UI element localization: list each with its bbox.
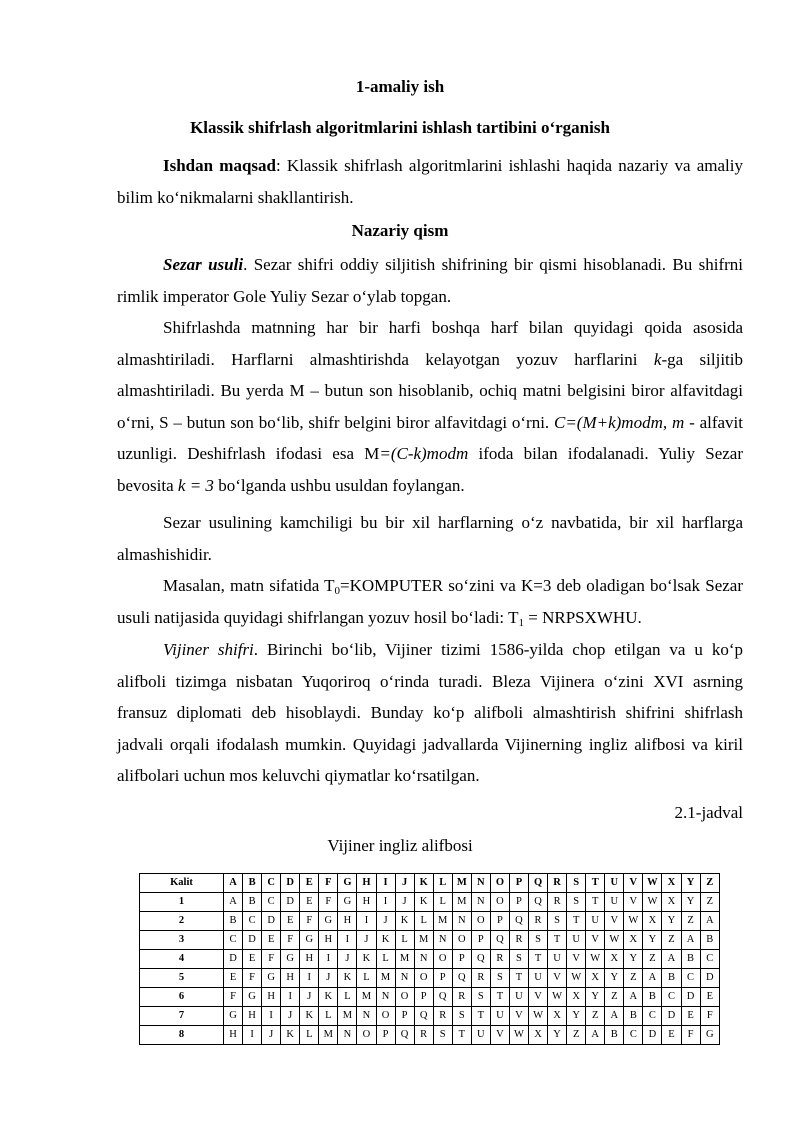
page-subheading: Klassik shifrlash algoritmlarini ishlash tartibini o‘rganish bbox=[190, 118, 610, 137]
letter-cell: U bbox=[529, 969, 548, 988]
letter-cell: X bbox=[662, 893, 681, 912]
letter-cell: W bbox=[605, 931, 624, 950]
letter-cell: S bbox=[490, 969, 509, 988]
letter-cell: Q bbox=[529, 893, 548, 912]
letter-cell: T bbox=[471, 1007, 490, 1026]
letter-cell: M bbox=[433, 912, 452, 931]
letter-cell: X bbox=[529, 1026, 548, 1045]
letter-cell: G bbox=[281, 950, 300, 969]
letter-cell: Q bbox=[452, 969, 471, 988]
letter-cell: I bbox=[376, 893, 395, 912]
letter-cell: L bbox=[414, 912, 433, 931]
table-row bbox=[140, 950, 720, 969]
letter-cell: W bbox=[643, 893, 662, 912]
weakness-paragraph bbox=[117, 507, 743, 570]
letter-cell: F bbox=[319, 874, 338, 893]
letter-cell: B bbox=[624, 1007, 643, 1026]
letter-cell: L bbox=[433, 893, 452, 912]
letter-cell: E bbox=[262, 931, 281, 950]
letter-cell: G bbox=[224, 1007, 243, 1026]
letter-cell: K bbox=[319, 988, 338, 1007]
letter-cell: M bbox=[376, 969, 395, 988]
letter-cell: H bbox=[281, 969, 300, 988]
letter-cell: I bbox=[357, 912, 376, 931]
letter-cell: D bbox=[643, 1026, 662, 1045]
rule-text-3: , bbox=[662, 412, 672, 432]
letter-cell: H bbox=[319, 931, 338, 950]
letter-cell: M bbox=[338, 1007, 357, 1026]
letter-cell: X bbox=[624, 931, 643, 950]
letter-cell: R bbox=[548, 893, 567, 912]
letter-cell: R bbox=[414, 1026, 433, 1045]
letter-cell: F bbox=[281, 931, 300, 950]
letter-cell: H bbox=[357, 874, 376, 893]
letter-cell: K bbox=[376, 931, 395, 950]
letter-cell: J bbox=[300, 988, 319, 1007]
rule-k: k bbox=[653, 349, 662, 369]
letter-cell: H bbox=[338, 912, 357, 931]
letter-cell: H bbox=[357, 893, 376, 912]
letter-cell: R bbox=[452, 988, 471, 1007]
letter-cell: F bbox=[224, 988, 243, 1007]
sezar-paragraph bbox=[117, 249, 743, 312]
letter-cell: I bbox=[243, 1026, 262, 1045]
rule-text-2: -ga siljitib almashtiriladi. Bu yerda M – butun son hisoblanib, ochiq matni belgisini biror alfavitdagi o‘rni, S – butun son bo‘lib, shifr belgini biror alfavitdagi o‘rni. bbox=[117, 349, 743, 432]
letter-cell: T bbox=[586, 874, 605, 893]
letter-cell: K bbox=[281, 1026, 300, 1045]
letter-cell: T bbox=[548, 931, 567, 950]
letter-cell: B bbox=[605, 1026, 624, 1045]
letter-cell: X bbox=[643, 912, 662, 931]
letter-cell: M bbox=[319, 1026, 338, 1045]
letter-cell: M bbox=[452, 874, 471, 893]
letter-cell: V bbox=[509, 1007, 528, 1026]
example-text-2: =KOMPUTER so‘zini va K=3 deb oladigan bo‘lsak Sezar usuli natijasida quyidagi shifrlangan yozuv hosil bo‘ladi: T bbox=[117, 576, 743, 627]
letter-cell: Q bbox=[433, 988, 452, 1007]
letter-cell: Z bbox=[700, 874, 719, 893]
letter-cell: Q bbox=[414, 1007, 433, 1026]
letter-cell: L bbox=[376, 950, 395, 969]
rule-text-6: bo‘lganda ushbu usuldan foylangan. bbox=[213, 475, 465, 495]
letter-cell: Y bbox=[586, 988, 605, 1007]
letter-cell: R bbox=[490, 950, 509, 969]
key-cell: 7 bbox=[140, 1007, 224, 1026]
letter-cell: N bbox=[395, 969, 414, 988]
letter-cell: S bbox=[548, 912, 567, 931]
letter-cell: M bbox=[414, 931, 433, 950]
letter-cell: Z bbox=[567, 1026, 586, 1045]
letter-cell: D bbox=[243, 931, 262, 950]
letter-cell: G bbox=[700, 1026, 719, 1045]
example-sub-1: 1 bbox=[518, 616, 524, 629]
rule-paragraph bbox=[117, 312, 743, 502]
letter-cell: P bbox=[433, 969, 452, 988]
letter-cell: T bbox=[567, 912, 586, 931]
letter-cell: X bbox=[586, 969, 605, 988]
letter-cell: J bbox=[357, 931, 376, 950]
letter-cell: S bbox=[433, 1026, 452, 1045]
letter-cell: G bbox=[243, 988, 262, 1007]
letter-cell: T bbox=[452, 1026, 471, 1045]
letter-cell: J bbox=[319, 969, 338, 988]
letter-cell: J bbox=[376, 912, 395, 931]
letter-cell: E bbox=[281, 912, 300, 931]
letter-cell: Y bbox=[605, 969, 624, 988]
letter-cell: B bbox=[224, 912, 243, 931]
letter-cell: Y bbox=[662, 912, 681, 931]
letter-cell: Z bbox=[605, 988, 624, 1007]
vijiner-text: . Birinchi bo‘lib, Vijiner tizimi 1586-yilda chop etilgan va u ko‘p alifboli tizimga nisbatan Yuqoriroq o‘rinda turadi. Bleza Vijinera o‘zini XVI asrning fransuz diplomati deb hisoblaydi. Bunday ko‘p alifboli almashtirish shifrini shifrlash jadvali orqali ifodalash mumkin. Quyidagi jadvallarda Vijinerning ingliz alifbosi va kiril alifbolari uchun mos keluvchi qiymatlar ko‘rsatilgan. bbox=[117, 640, 743, 786]
vigenere-table bbox=[139, 873, 720, 1045]
letter-cell: E bbox=[700, 988, 719, 1007]
letter-cell: C bbox=[624, 1026, 643, 1045]
letter-cell: Y bbox=[681, 874, 700, 893]
letter-cell: N bbox=[338, 1026, 357, 1045]
letter-cell: A bbox=[605, 1007, 624, 1026]
letter-cell: K bbox=[414, 874, 433, 893]
sezar-text: . Sezar shifri oddiy siljitish shifrining bir qismi hisoblanadi. Bu shifrni rimlik imperator Gole Yuliy Sezar o‘ylab topgan. bbox=[117, 255, 744, 306]
letter-cell: H bbox=[243, 1007, 262, 1026]
letter-cell: N bbox=[414, 950, 433, 969]
weakness-text: Sezar usulining kamchiligi bu bir xil harflarning o‘z navbatida, bir xil harflarga almashishidir. bbox=[117, 513, 743, 564]
letter-cell: A bbox=[681, 931, 700, 950]
letter-cell: V bbox=[586, 931, 605, 950]
letter-cell: E bbox=[243, 950, 262, 969]
table-header-row bbox=[140, 874, 720, 893]
letter-cell: C bbox=[224, 931, 243, 950]
letter-cell: N bbox=[471, 893, 490, 912]
letter-cell: K bbox=[300, 1007, 319, 1026]
letter-cell: I bbox=[262, 1007, 281, 1026]
letter-cell: O bbox=[395, 988, 414, 1007]
example-paragraph bbox=[117, 570, 743, 633]
table-row bbox=[140, 912, 720, 931]
vijiner-paragraph bbox=[117, 634, 743, 792]
table-row bbox=[140, 988, 720, 1007]
letter-cell: B bbox=[643, 988, 662, 1007]
letter-cell: R bbox=[548, 874, 567, 893]
letter-cell: O bbox=[490, 893, 509, 912]
letter-cell: D bbox=[681, 988, 700, 1007]
letter-cell: U bbox=[567, 931, 586, 950]
letter-cell: G bbox=[300, 931, 319, 950]
letter-cell: X bbox=[567, 988, 586, 1007]
letter-cell: O bbox=[376, 1007, 395, 1026]
letter-cell: H bbox=[300, 950, 319, 969]
letter-cell: E bbox=[681, 1007, 700, 1026]
letter-cell: P bbox=[395, 1007, 414, 1026]
letter-cell: R bbox=[433, 1007, 452, 1026]
key-cell: 6 bbox=[140, 988, 224, 1007]
key-cell: 3 bbox=[140, 931, 224, 950]
letter-cell: Y bbox=[643, 931, 662, 950]
letter-cell: E bbox=[224, 969, 243, 988]
letter-cell: O bbox=[490, 874, 509, 893]
letter-cell: H bbox=[224, 1026, 243, 1045]
letter-cell: K bbox=[357, 950, 376, 969]
letter-cell: L bbox=[395, 931, 414, 950]
letter-cell: U bbox=[548, 950, 567, 969]
goal-text: : Klassik shifrlash algoritmlarini ishlashi haqida nazariy va amaliy bilim ko‘nikmalarni shakllantirish. bbox=[117, 156, 743, 207]
letter-cell: R bbox=[509, 931, 528, 950]
letter-cell: W bbox=[548, 988, 567, 1007]
letter-cell: H bbox=[262, 988, 281, 1007]
letter-cell: V bbox=[605, 912, 624, 931]
table-row bbox=[140, 893, 720, 912]
key-cell: 2 bbox=[140, 912, 224, 931]
letter-cell: K bbox=[414, 893, 433, 912]
letter-cell: W bbox=[624, 912, 643, 931]
letter-cell: R bbox=[471, 969, 490, 988]
letter-cell: O bbox=[357, 1026, 376, 1045]
letter-cell: N bbox=[433, 931, 452, 950]
letter-cell: C bbox=[700, 950, 719, 969]
letter-cell: E bbox=[300, 874, 319, 893]
letter-cell: P bbox=[509, 893, 528, 912]
letter-cell: G bbox=[338, 874, 357, 893]
letter-cell: W bbox=[643, 874, 662, 893]
letter-cell: D bbox=[700, 969, 719, 988]
letter-cell: F bbox=[700, 1007, 719, 1026]
letter-cell: B bbox=[662, 969, 681, 988]
letter-cell: T bbox=[586, 893, 605, 912]
rule-m: m bbox=[671, 412, 685, 432]
rule-text-1: Shifrlashda matnning har bir harfi boshqa harf bilan quyidagi qoida asosida almashtiriladi. Harflarni almashtirishda kelayotgan yozuv harflarini bbox=[117, 318, 743, 369]
letter-cell: U bbox=[471, 1026, 490, 1045]
letter-cell: A bbox=[700, 912, 719, 931]
letter-cell: Z bbox=[643, 950, 662, 969]
letter-cell: B bbox=[681, 950, 700, 969]
letter-cell: C bbox=[662, 988, 681, 1007]
rule-text-4: - alfavit uzunligi. Deshifrlash ifodasi esa M bbox=[117, 412, 743, 464]
letter-cell: A bbox=[224, 874, 243, 893]
letter-cell: S bbox=[529, 931, 548, 950]
letter-cell: G bbox=[319, 912, 338, 931]
goal-label: Ishdan maqsad bbox=[163, 156, 276, 175]
letter-cell: E bbox=[662, 1026, 681, 1045]
letter-cell: O bbox=[452, 931, 471, 950]
letter-cell: T bbox=[509, 969, 528, 988]
letter-cell: N bbox=[452, 912, 471, 931]
letter-cell: W bbox=[586, 950, 605, 969]
table-row bbox=[140, 969, 720, 988]
letter-cell: D bbox=[662, 1007, 681, 1026]
letter-cell: J bbox=[338, 950, 357, 969]
letter-cell: D bbox=[281, 893, 300, 912]
letter-cell: I bbox=[319, 950, 338, 969]
key-cell: 5 bbox=[140, 969, 224, 988]
letter-cell: P bbox=[471, 931, 490, 950]
letter-cell: S bbox=[567, 874, 586, 893]
letter-cell: U bbox=[586, 912, 605, 931]
letter-cell: V bbox=[548, 969, 567, 988]
letter-cell: D bbox=[281, 874, 300, 893]
letter-cell: Z bbox=[662, 931, 681, 950]
letter-cell: F bbox=[300, 912, 319, 931]
key-cell: 1 bbox=[140, 893, 224, 912]
letter-cell: M bbox=[452, 893, 471, 912]
letter-cell: M bbox=[357, 988, 376, 1007]
letter-cell: D bbox=[224, 950, 243, 969]
letter-cell: L bbox=[319, 1007, 338, 1026]
letter-cell: E bbox=[300, 893, 319, 912]
example-text-1: Masalan, matn sifatida T bbox=[163, 576, 335, 595]
letter-cell: A bbox=[224, 893, 243, 912]
letter-cell: U bbox=[605, 893, 624, 912]
letter-cell: A bbox=[624, 988, 643, 1007]
letter-cell: W bbox=[509, 1026, 528, 1045]
letter-cell: C bbox=[643, 1007, 662, 1026]
letter-cell: W bbox=[567, 969, 586, 988]
letter-cell: N bbox=[357, 1007, 376, 1026]
letter-cell: U bbox=[490, 1007, 509, 1026]
rule-formula-k3: k = 3 bbox=[177, 475, 214, 495]
letter-cell: S bbox=[452, 1007, 471, 1026]
letter-cell: V bbox=[624, 874, 643, 893]
table-row bbox=[140, 931, 720, 950]
letter-cell: K bbox=[395, 912, 414, 931]
rule-formula-decrypt: =(C-k)modm bbox=[379, 444, 469, 464]
letter-cell: B bbox=[243, 893, 262, 912]
letter-cell: P bbox=[452, 950, 471, 969]
vijiner-term: Vijiner shifri bbox=[163, 640, 254, 659]
letter-cell: Z bbox=[586, 1007, 605, 1026]
letter-cell: P bbox=[509, 874, 528, 893]
letter-cell: V bbox=[567, 950, 586, 969]
goal-paragraph bbox=[117, 150, 743, 213]
key-cell: 8 bbox=[140, 1026, 224, 1045]
letter-cell: S bbox=[471, 988, 490, 1007]
letter-cell: L bbox=[338, 988, 357, 1007]
letter-cell: V bbox=[529, 988, 548, 1007]
letter-cell: X bbox=[605, 950, 624, 969]
section-title: Nazariy qism bbox=[351, 221, 449, 240]
letter-cell: N bbox=[376, 988, 395, 1007]
letter-cell: Y bbox=[624, 950, 643, 969]
letter-cell: X bbox=[662, 874, 681, 893]
letter-cell: P bbox=[414, 988, 433, 1007]
letter-cell: C bbox=[681, 969, 700, 988]
letter-cell: U bbox=[605, 874, 624, 893]
letter-cell: M bbox=[395, 950, 414, 969]
letter-cell: R bbox=[529, 912, 548, 931]
letter-cell: Z bbox=[681, 912, 700, 931]
letter-cell: Q bbox=[529, 874, 548, 893]
letter-cell: B bbox=[243, 874, 262, 893]
letter-cell: L bbox=[433, 874, 452, 893]
letter-cell: K bbox=[338, 969, 357, 988]
letter-cell: N bbox=[471, 874, 490, 893]
letter-cell: D bbox=[262, 912, 281, 931]
letter-cell: F bbox=[319, 893, 338, 912]
letter-cell: C bbox=[262, 893, 281, 912]
sezar-term: Sezar usuli bbox=[163, 255, 244, 274]
letter-cell: Q bbox=[490, 931, 509, 950]
letter-cell: G bbox=[262, 969, 281, 988]
example-text-3: = NRPSXWHU. bbox=[523, 607, 642, 627]
letter-cell: F bbox=[262, 950, 281, 969]
letter-cell: Q bbox=[471, 950, 490, 969]
table-caption: Vijiner ingliz alifbosi bbox=[327, 836, 473, 855]
letter-cell: A bbox=[586, 1026, 605, 1045]
letter-cell: A bbox=[662, 950, 681, 969]
letter-cell: I bbox=[376, 874, 395, 893]
letter-cell: O bbox=[414, 969, 433, 988]
letter-cell: J bbox=[395, 893, 414, 912]
letter-cell: J bbox=[395, 874, 414, 893]
letter-cell: S bbox=[567, 893, 586, 912]
letter-cell: C bbox=[243, 912, 262, 931]
letter-cell: F bbox=[243, 969, 262, 988]
letter-cell: Y bbox=[681, 893, 700, 912]
letter-cell: S bbox=[509, 950, 528, 969]
letter-cell: I bbox=[338, 931, 357, 950]
letter-cell: Q bbox=[509, 912, 528, 931]
letter-cell: B bbox=[700, 931, 719, 950]
table-row bbox=[140, 1026, 720, 1045]
letter-cell: I bbox=[300, 969, 319, 988]
letter-cell: J bbox=[262, 1026, 281, 1045]
letter-cell: G bbox=[338, 893, 357, 912]
table-row bbox=[140, 1007, 720, 1026]
rule-formula-encrypt: C=(M+k)modm bbox=[554, 412, 663, 432]
letter-cell: Z bbox=[624, 969, 643, 988]
letter-cell: F bbox=[681, 1026, 700, 1045]
rule-text-5: ifoda bilan ifodalanadi. Yuliy Sezar bevosita bbox=[117, 444, 743, 495]
letter-cell: C bbox=[262, 874, 281, 893]
key-header-cell: Kalit bbox=[140, 874, 224, 893]
letter-cell: U bbox=[509, 988, 528, 1007]
letter-cell: O bbox=[433, 950, 452, 969]
example-sub-0: 0 bbox=[334, 585, 341, 597]
letter-cell: V bbox=[624, 893, 643, 912]
letter-cell: O bbox=[471, 912, 490, 931]
letter-cell: Y bbox=[548, 1026, 567, 1045]
letter-cell: Z bbox=[700, 893, 719, 912]
letter-cell: T bbox=[529, 950, 548, 969]
page-heading: 1-amaliy ish bbox=[355, 77, 445, 96]
letter-cell: I bbox=[281, 988, 300, 1007]
letter-cell: L bbox=[357, 969, 376, 988]
letter-cell: W bbox=[529, 1007, 548, 1026]
letter-cell: A bbox=[643, 969, 662, 988]
key-cell: 4 bbox=[140, 950, 224, 969]
letter-cell: X bbox=[548, 1007, 567, 1026]
letter-cell: Y bbox=[567, 1007, 586, 1026]
letter-cell: P bbox=[490, 912, 509, 931]
letter-cell: J bbox=[281, 1007, 300, 1026]
letter-cell: L bbox=[300, 1026, 319, 1045]
letter-cell: P bbox=[376, 1026, 395, 1045]
letter-cell: V bbox=[490, 1026, 509, 1045]
table-label: 2.1-jadval bbox=[674, 803, 743, 822]
letter-cell: Q bbox=[395, 1026, 414, 1045]
letter-cell: T bbox=[490, 988, 509, 1007]
